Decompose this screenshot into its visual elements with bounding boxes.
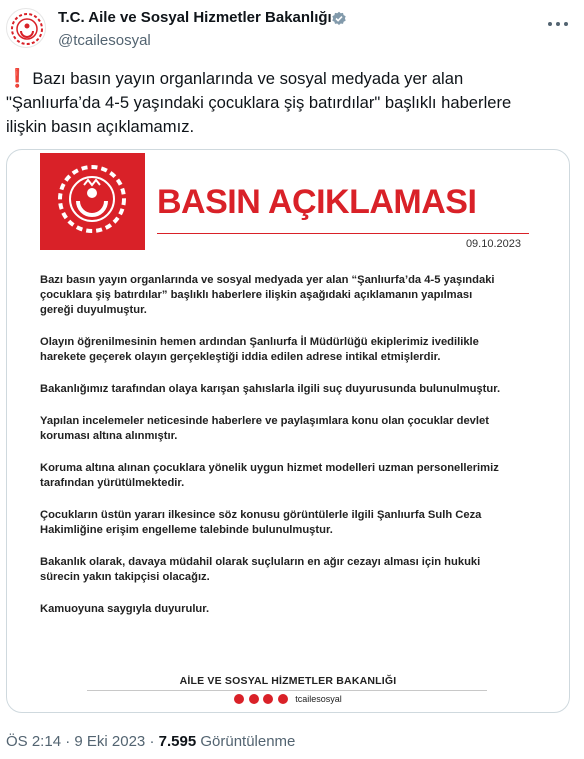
tweet-date[interactable]: 9 Eki 2023	[74, 733, 146, 750]
press-release-image[interactable]	[6, 149, 570, 713]
meta-separator: ·	[65, 733, 71, 750]
instagram-icon	[234, 694, 244, 704]
verified-badge-icon	[331, 11, 347, 27]
meta-separator: ·	[149, 733, 155, 750]
tweet-line: ilişkin basın açıklamamız.	[6, 117, 195, 136]
press-paragraph: Koruma altına alınan çocuklara yönelik uygun hizmet modelleri uzman personellerimiz tarafından yürütülmektedir.	[40, 462, 499, 489]
press-paragraph: Bakanlığımız tarafından olaya karışan şahıslarla ilgili suç duyurusunda bulunulmuştur.	[40, 383, 501, 395]
tweet-header	[0, 0, 584, 60]
press-paragraph: Bakanlık olarak, davaya müdahil olarak suçluların en ağır cezayı alması için hukuki sürecin yakın takipçisi olacağız.	[40, 556, 481, 583]
youtube-icon	[263, 694, 273, 704]
views-label: Görüntülenme	[200, 733, 296, 750]
press-release-body	[40, 273, 540, 634]
tweet-meta	[6, 733, 295, 750]
footer-divider	[87, 690, 487, 691]
author-handle[interactable]: @tcailesosyal	[58, 32, 151, 49]
press-paragraph: Yapılan incelemeler neticesinde haberlere ve paylaşımlara konu olan çocuklar devlet koruması altına alınmıştır.	[40, 415, 489, 442]
more-options-icon[interactable]	[548, 14, 568, 34]
facebook-icon	[249, 694, 259, 704]
views-count: 7.595	[158, 733, 197, 750]
ministry-logo-icon	[7, 9, 46, 48]
press-paragraph: Kamuoyuna saygıyla duyurulur.	[40, 603, 210, 615]
tweet-line: "Şanlıurfa’da 4-5 yaşındaki çocuklara şiş batırdılar" başlıklı haberlere	[6, 93, 512, 112]
tweet-time[interactable]: ÖS 2:14	[6, 733, 62, 750]
tweet-text	[6, 66, 566, 139]
exclamation-icon: ❗	[6, 68, 29, 88]
title-divider	[157, 233, 529, 234]
press-release-title: BASIN AÇIKLAMASI	[157, 183, 477, 221]
press-social-links	[7, 693, 569, 704]
press-social-handle: tcailesosyal	[295, 693, 342, 704]
press-release-date: 09.10.2023	[465, 238, 521, 250]
press-paragraph: Bazı basın yayın organlarında ve sosyal medyada yer alan “Şanlıurfa’da 4-5 yaşındaki çocuklara şiş batırdılar” başlıklı haberlere ilişkin aşağıdaki açıklamanın yapılması gereği duyulmuştur.	[40, 274, 495, 316]
press-paragraph: Olayın öğrenilmesinin hemen ardından Şanlıurfa İl Müdürlüğü ekiplerimiz ivedilikle harekete geçerek olayın gerçekleştiği iddia edilen adrese intikal etmişlerdir.	[40, 336, 479, 363]
press-paragraph: Çocukların üstün yararı ilkesince söz konusu görüntülerle ilgili Şanlıurfa Sulh Ceza Hakimliğine erişim engelleme talebinde bulunulmuştur.	[40, 509, 482, 536]
author-avatar[interactable]	[6, 8, 46, 48]
x-icon	[278, 694, 288, 704]
ministry-emblem-icon	[40, 153, 145, 250]
tweet-line: ❗ Bazı basın yayın organlarında ve sosyal medyada yer alan	[6, 68, 464, 88]
author-name[interactable]: T.C. Aile ve Sosyal Hizmetler Bakanlığı	[58, 9, 332, 26]
press-ministry-signature: AİLE VE SOSYAL HİZMETLER BAKANLIĞI	[179, 675, 397, 687]
